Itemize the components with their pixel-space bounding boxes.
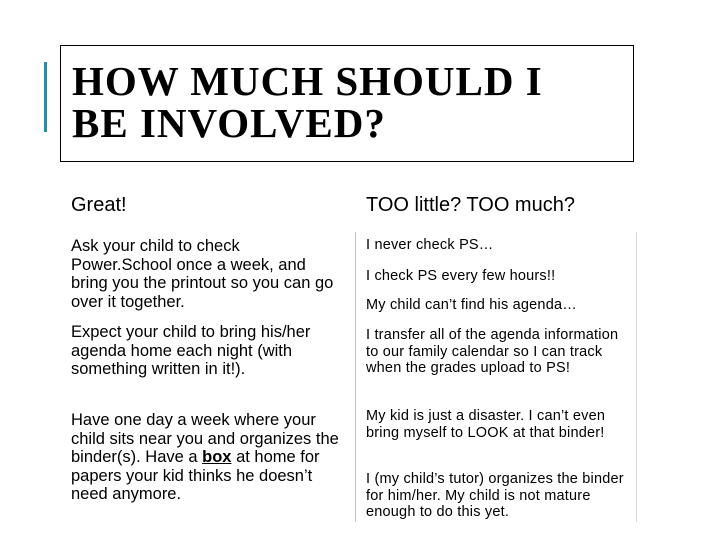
right-item-3: My child can’t find his agenda… [366, 297, 577, 313]
right-item-5: My kid is just a disaster. I can’t even bring myself to LOOK at that binder! [366, 408, 606, 441]
right-column-heading: TOO little? TOO much? [366, 194, 575, 216]
slide-title-line-2: BE INVOLVED? [72, 100, 386, 146]
right-item-1: I never check PS… [366, 237, 494, 253]
right-edge-divider [636, 232, 637, 522]
left-item-3-emphasis: box [202, 448, 232, 466]
column-divider [355, 232, 356, 522]
slide-title [72, 60, 612, 144]
left-item-3-text-after: at home for papers your kid thinks he doesn’t need anymore. [71, 448, 320, 503]
left-item-3 [71, 411, 341, 504]
right-item-4: I transfer all of the agenda information to our family calendar so I can track when the grades upload to PS! [366, 327, 619, 376]
right-item-2: I check PS every few hours!! [366, 268, 556, 284]
left-column-heading: Great! [71, 194, 127, 216]
accent-bar [44, 62, 47, 132]
left-item-3-text-before: Have one day a week where your child sits near you and organizes the binder(s). Have a [71, 411, 339, 466]
left-item-2: Expect your child to bring his/her agenda home each night (with something written in it!). [71, 323, 311, 378]
slide-title-line-1: HOW MUCH SHOULD I [72, 58, 543, 104]
left-item-1: Ask your child to check Power.School once a week, and bring you the printout so you can go over it together. [71, 237, 334, 311]
right-item-6: I (my child’s tutor) organizes the binder for him/her. My child is not mature enough to do this yet. [366, 471, 624, 520]
